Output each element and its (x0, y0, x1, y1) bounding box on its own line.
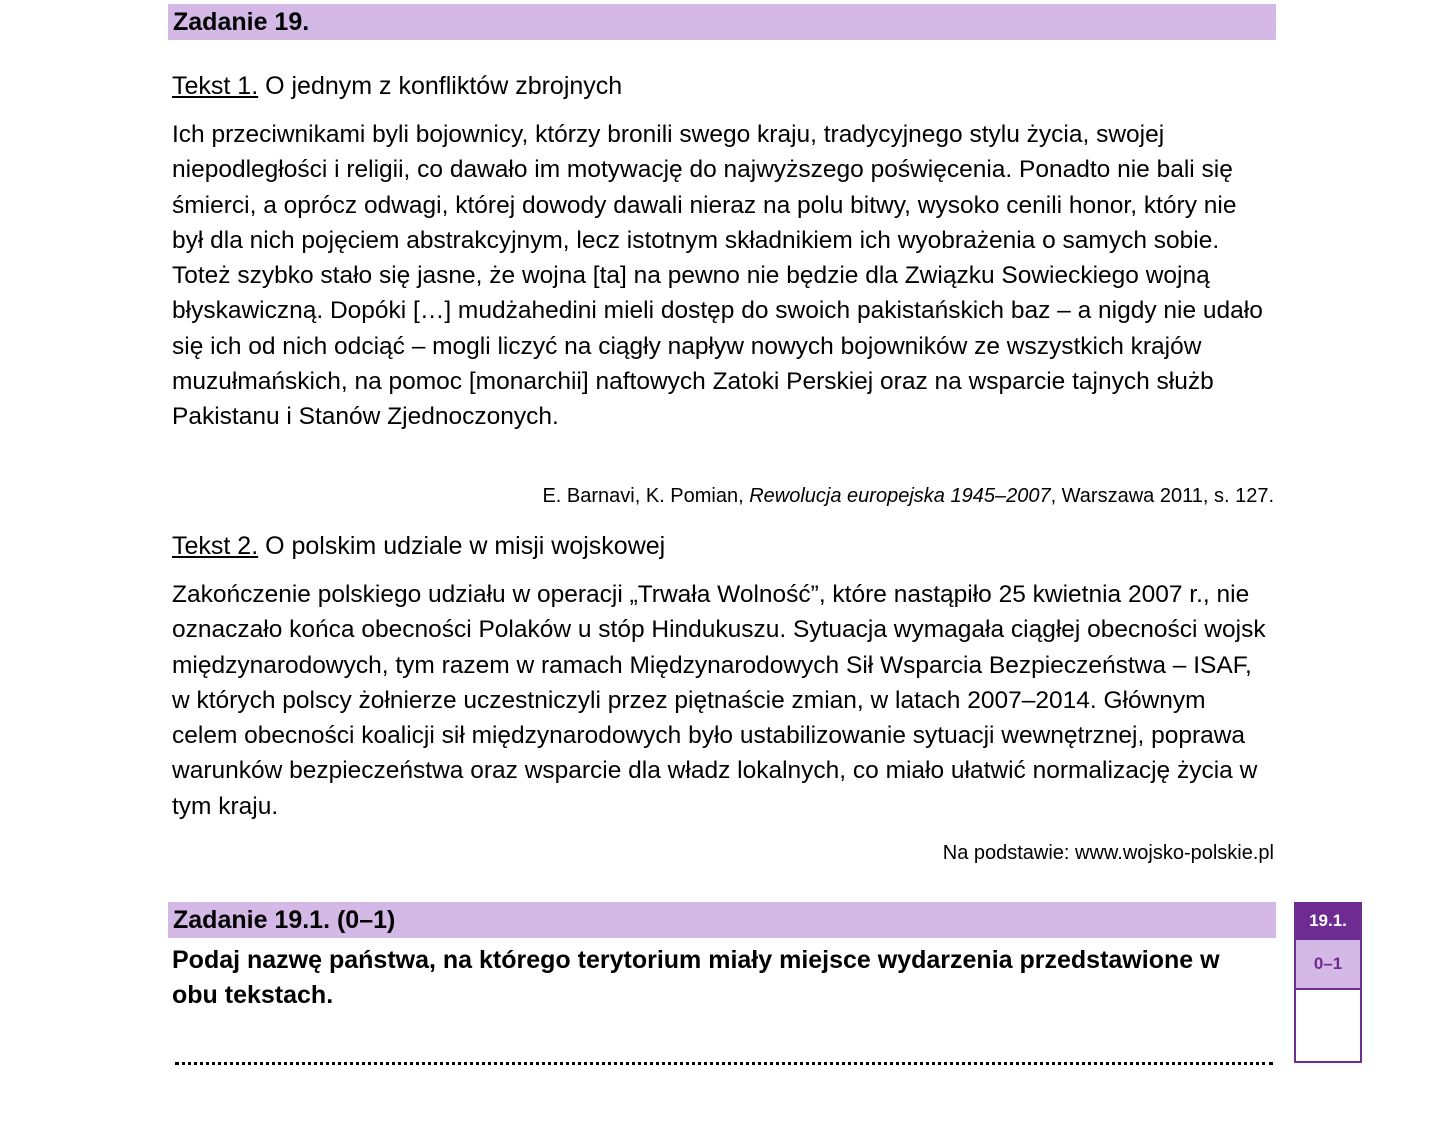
score-box (1294, 902, 1362, 1063)
score-range: 0–1 (1296, 940, 1360, 990)
text2-title: O polskim udziale w misji wojskowej (265, 532, 666, 560)
text1-source-title: Rewolucja europejska 1945–2007 (749, 485, 1051, 507)
text1-source (542, 483, 1274, 509)
score-number: 19.1. (1296, 904, 1360, 940)
subtask-question: Podaj nazwę państwa, na którego terytorium miały miejsce wydarzenia przedstawione w obu tekstach. (172, 946, 1220, 1009)
text2-source: Na podstawie: www.wojsko-polskie.pl (942, 842, 1274, 864)
text1-source-authors: E. Barnavi, K. Pomian, (542, 485, 744, 507)
task-title: Zadanie 19. (168, 4, 1276, 40)
text1-title: O jednym z konfliktów zbrojnych (265, 72, 623, 100)
text2-label: Tekst 2. (172, 532, 259, 560)
score-field[interactable] (1296, 990, 1360, 1063)
text1-body: Ich przeciwnikami byli bojownicy, którzy bronili swego kraju, tradycyjnego stylu życia, swojej niepodległości i religii, co dawało im motywację do najwyższego poświęcenia. Ponadto nie bali się śmierci, a oprócz odwagi, której dowody dawali nieraz na polu bitwy, wysoko cenili honor, który nie był dla nich pojęciem abstrakcyjnym, lecz istotnym składnikiem ich wyobrażenia o samych sobie. Toteż szybko stało się jasne, że wojna [ta] na pewno nie będzie dla Związku Sowieckiego wojną błyskawiczną. Dopóki […] mudżahedini mieli dostęp do swoich pakistańskich baz – a nigdy nie udało się ich od nich odciąć – mogli liczyć na ciągły napływ nowych bojowników ze wszystkich krajów muzułmańskich, na pomoc [monarchii] naftowych Zatoki Perskiej oraz na wsparcie tajnych służb Pakistanu i Stanów Zjednoczonych. (172, 121, 1263, 431)
subtask-title: Zadanie 19.1. (0–1) (168, 902, 1276, 938)
answer-line[interactable] (175, 1062, 1273, 1065)
text1-label: Tekst 1. (172, 72, 259, 100)
text1-source-rest: , Warszawa 2011, s. 127. (1050, 485, 1274, 507)
text2-heading (172, 530, 665, 562)
text1-heading (172, 70, 622, 102)
text2-body: Zakończenie polskiego udziału w operacji „Trwała Wolność”, które nastąpiło 25 kwietnia 2007 r., nie oznaczało końca obecności Polaków u stóp Hindukuszu. Sytuacja wymagała ciągłej obecności wojsk międzynarodowych, tym razem w ramach Międzynarodowych Sił Wsparcia Bezpieczeństwa – ISAF, w których polscy żołnierze uczestniczyli przez piętnaście zmian, w latach 2007–2014. Głównym celem obecności koalicji sił międzynarodowych było ustabilizowanie sytuacji wewnętrznej, poprawa warunków bezpieczeństwa oraz wsparcie dla władz lokalnych, co miało ułatwić normalizację życia w tym kraju. (172, 581, 1266, 820)
